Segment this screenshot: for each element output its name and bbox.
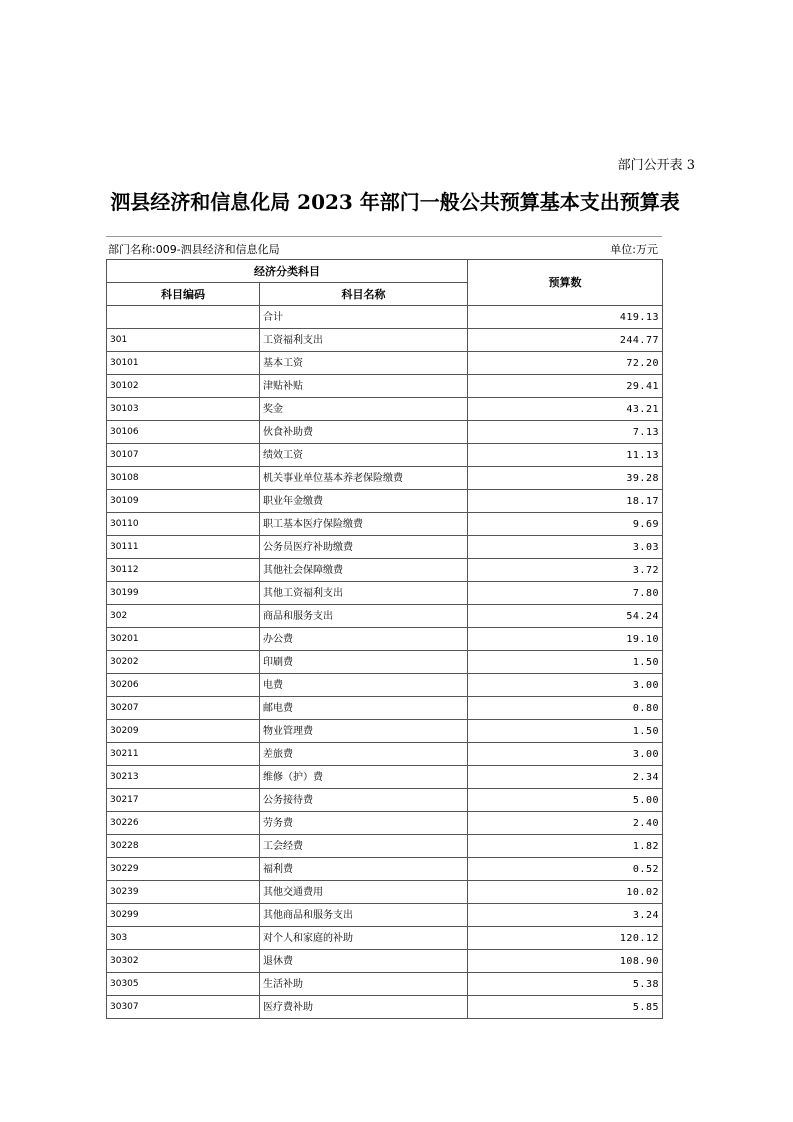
budget-amount-cell: 39.28 (468, 467, 663, 490)
header-economic-category: 经济分类科目 (107, 260, 468, 283)
subject-code-cell: 30109 (107, 490, 260, 513)
subject-name-cell: 对个人和家庭的补助 (260, 927, 468, 950)
subject-name-cell: 印刷费 (260, 651, 468, 674)
subject-code-cell: 30111 (107, 536, 260, 559)
page-title: 泗县经济和信息化局 2023 年部门一般公共预算基本支出预算表 (110, 190, 680, 214)
header-subject-code: 科目编码 (107, 283, 260, 306)
subject-code-cell: 30101 (107, 352, 260, 375)
subject-name-cell: 公务员医疗补助缴费 (260, 536, 468, 559)
table-row (107, 812, 663, 835)
subject-name-cell: 公务接待费 (260, 789, 468, 812)
subject-name-cell: 职工基本医疗保险缴费 (260, 513, 468, 536)
table-row (107, 352, 663, 375)
subject-code-cell: 30213 (107, 766, 260, 789)
table-row (107, 697, 663, 720)
subject-code-cell: 30103 (107, 398, 260, 421)
table-row (107, 329, 663, 352)
subject-name-cell: 基本工资 (260, 352, 468, 375)
table-row (107, 536, 663, 559)
budget-amount-cell: 3.00 (468, 743, 663, 766)
department-name: 部门名称:009-泗县经济和信息化局 (108, 243, 280, 256)
header-budget-amount: 预算数 (468, 260, 663, 306)
table-row (107, 881, 663, 904)
unit-label: 单位:万元 (610, 243, 658, 256)
budget-amount-cell: 5.85 (468, 996, 663, 1019)
subject-code-cell: 30201 (107, 628, 260, 651)
subject-code-cell: 30239 (107, 881, 260, 904)
budget-amount-cell: 7.80 (468, 582, 663, 605)
table-row (107, 858, 663, 881)
table-row (107, 766, 663, 789)
budget-amount-cell: 120.12 (468, 927, 663, 950)
budget-amount-cell: 5.38 (468, 973, 663, 996)
table-row (107, 927, 663, 950)
budget-table (106, 259, 663, 1019)
budget-amount-cell: 5.00 (468, 789, 663, 812)
subject-name-cell: 商品和服务支出 (260, 605, 468, 628)
subject-code-cell: 301 (107, 329, 260, 352)
subject-code-cell: 30211 (107, 743, 260, 766)
budget-amount-cell: 3.03 (468, 536, 663, 559)
table-row (107, 306, 663, 329)
subject-code-cell: 30299 (107, 904, 260, 927)
subject-code-cell: 30226 (107, 812, 260, 835)
table-row (107, 743, 663, 766)
subject-name-cell: 其他商品和服务支出 (260, 904, 468, 927)
subject-code-cell: 303 (107, 927, 260, 950)
subject-name-cell: 绩效工资 (260, 444, 468, 467)
table-row (107, 421, 663, 444)
table-row (107, 467, 663, 490)
table-row (107, 513, 663, 536)
subject-name-cell: 邮电费 (260, 697, 468, 720)
subject-name-cell: 办公费 (260, 628, 468, 651)
budget-amount-cell: 1.50 (468, 720, 663, 743)
subject-code-cell: 30202 (107, 651, 260, 674)
subject-code-cell: 30110 (107, 513, 260, 536)
budget-amount-cell: 7.13 (468, 421, 663, 444)
table-row (107, 651, 663, 674)
subject-code-cell: 30107 (107, 444, 260, 467)
header-subject-name: 科目名称 (260, 283, 468, 306)
subject-code-cell: 30199 (107, 582, 260, 605)
budget-amount-cell: 10.02 (468, 881, 663, 904)
subject-name-cell: 福利费 (260, 858, 468, 881)
subject-code-cell: 302 (107, 605, 260, 628)
subject-code-cell: 30206 (107, 674, 260, 697)
subject-code-cell: 30307 (107, 996, 260, 1019)
subject-code-cell: 30229 (107, 858, 260, 881)
subject-code-cell: 30207 (107, 697, 260, 720)
budget-amount-cell: 0.52 (468, 858, 663, 881)
subject-name-cell: 生活补助 (260, 973, 468, 996)
budget-amount-cell: 54.24 (468, 605, 663, 628)
budget-amount-cell: 1.82 (468, 835, 663, 858)
table-row (107, 375, 663, 398)
budget-amount-cell: 244.77 (468, 329, 663, 352)
budget-amount-cell: 18.17 (468, 490, 663, 513)
subject-code-cell: 30217 (107, 789, 260, 812)
budget-amount-cell: 3.00 (468, 674, 663, 697)
subject-name-cell: 工资福利支出 (260, 329, 468, 352)
subject-name-cell: 合计 (260, 306, 468, 329)
subject-name-cell: 机关事业单位基本养老保险缴费 (260, 467, 468, 490)
table-row (107, 628, 663, 651)
subject-code-cell: 30302 (107, 950, 260, 973)
budget-amount-cell: 1.50 (468, 651, 663, 674)
subject-name-cell: 电费 (260, 674, 468, 697)
table-row (107, 904, 663, 927)
subject-code-cell: 30106 (107, 421, 260, 444)
subject-name-cell: 奖金 (260, 398, 468, 421)
table-row (107, 559, 663, 582)
subject-name-cell: 医疗费补助 (260, 996, 468, 1019)
subject-code-cell: 30112 (107, 559, 260, 582)
subject-name-cell: 退休费 (260, 950, 468, 973)
table-row (107, 789, 663, 812)
budget-amount-cell: 2.34 (468, 766, 663, 789)
table-row (107, 996, 663, 1019)
subject-code-cell (107, 306, 260, 329)
subject-name-cell: 差旅费 (260, 743, 468, 766)
budget-amount-cell: 19.10 (468, 628, 663, 651)
subject-name-cell: 伙食补助费 (260, 421, 468, 444)
table-row (107, 720, 663, 743)
table-row (107, 950, 663, 973)
subject-name-cell: 维修（护）费 (260, 766, 468, 789)
budget-amount-cell: 0.80 (468, 697, 663, 720)
budget-amount-cell: 3.72 (468, 559, 663, 582)
subject-code-cell: 30108 (107, 467, 260, 490)
table-row (107, 490, 663, 513)
budget-amount-cell: 419.13 (468, 306, 663, 329)
subject-name-cell: 津贴补贴 (260, 375, 468, 398)
budget-amount-cell: 2.40 (468, 812, 663, 835)
subject-name-cell: 劳务费 (260, 812, 468, 835)
subject-code-cell: 30228 (107, 835, 260, 858)
budget-amount-cell: 29.41 (468, 375, 663, 398)
table-row (107, 973, 663, 996)
table-number: 部门公开表 3 (617, 158, 695, 173)
budget-amount-cell: 108.90 (468, 950, 663, 973)
table-row (107, 835, 663, 858)
table-row (107, 444, 663, 467)
budget-amount-cell: 43.21 (468, 398, 663, 421)
table-row (107, 605, 663, 628)
subject-name-cell: 工会经费 (260, 835, 468, 858)
budget-amount-cell: 9.69 (468, 513, 663, 536)
subject-code-cell: 30102 (107, 375, 260, 398)
budget-amount-cell: 11.13 (468, 444, 663, 467)
budget-amount-cell: 72.20 (468, 352, 663, 375)
subject-code-cell: 30305 (107, 973, 260, 996)
budget-amount-cell: 3.24 (468, 904, 663, 927)
subject-name-cell: 物业管理费 (260, 720, 468, 743)
subject-name-cell: 其他社会保障缴费 (260, 559, 468, 582)
subject-name-cell: 职业年金缴费 (260, 490, 468, 513)
subject-name-cell: 其他工资福利支出 (260, 582, 468, 605)
table-row (107, 582, 663, 605)
subject-name-cell: 其他交通费用 (260, 881, 468, 904)
table-row (107, 674, 663, 697)
table-meta-bar (106, 236, 662, 260)
subject-code-cell: 30209 (107, 720, 260, 743)
table-row (107, 398, 663, 421)
